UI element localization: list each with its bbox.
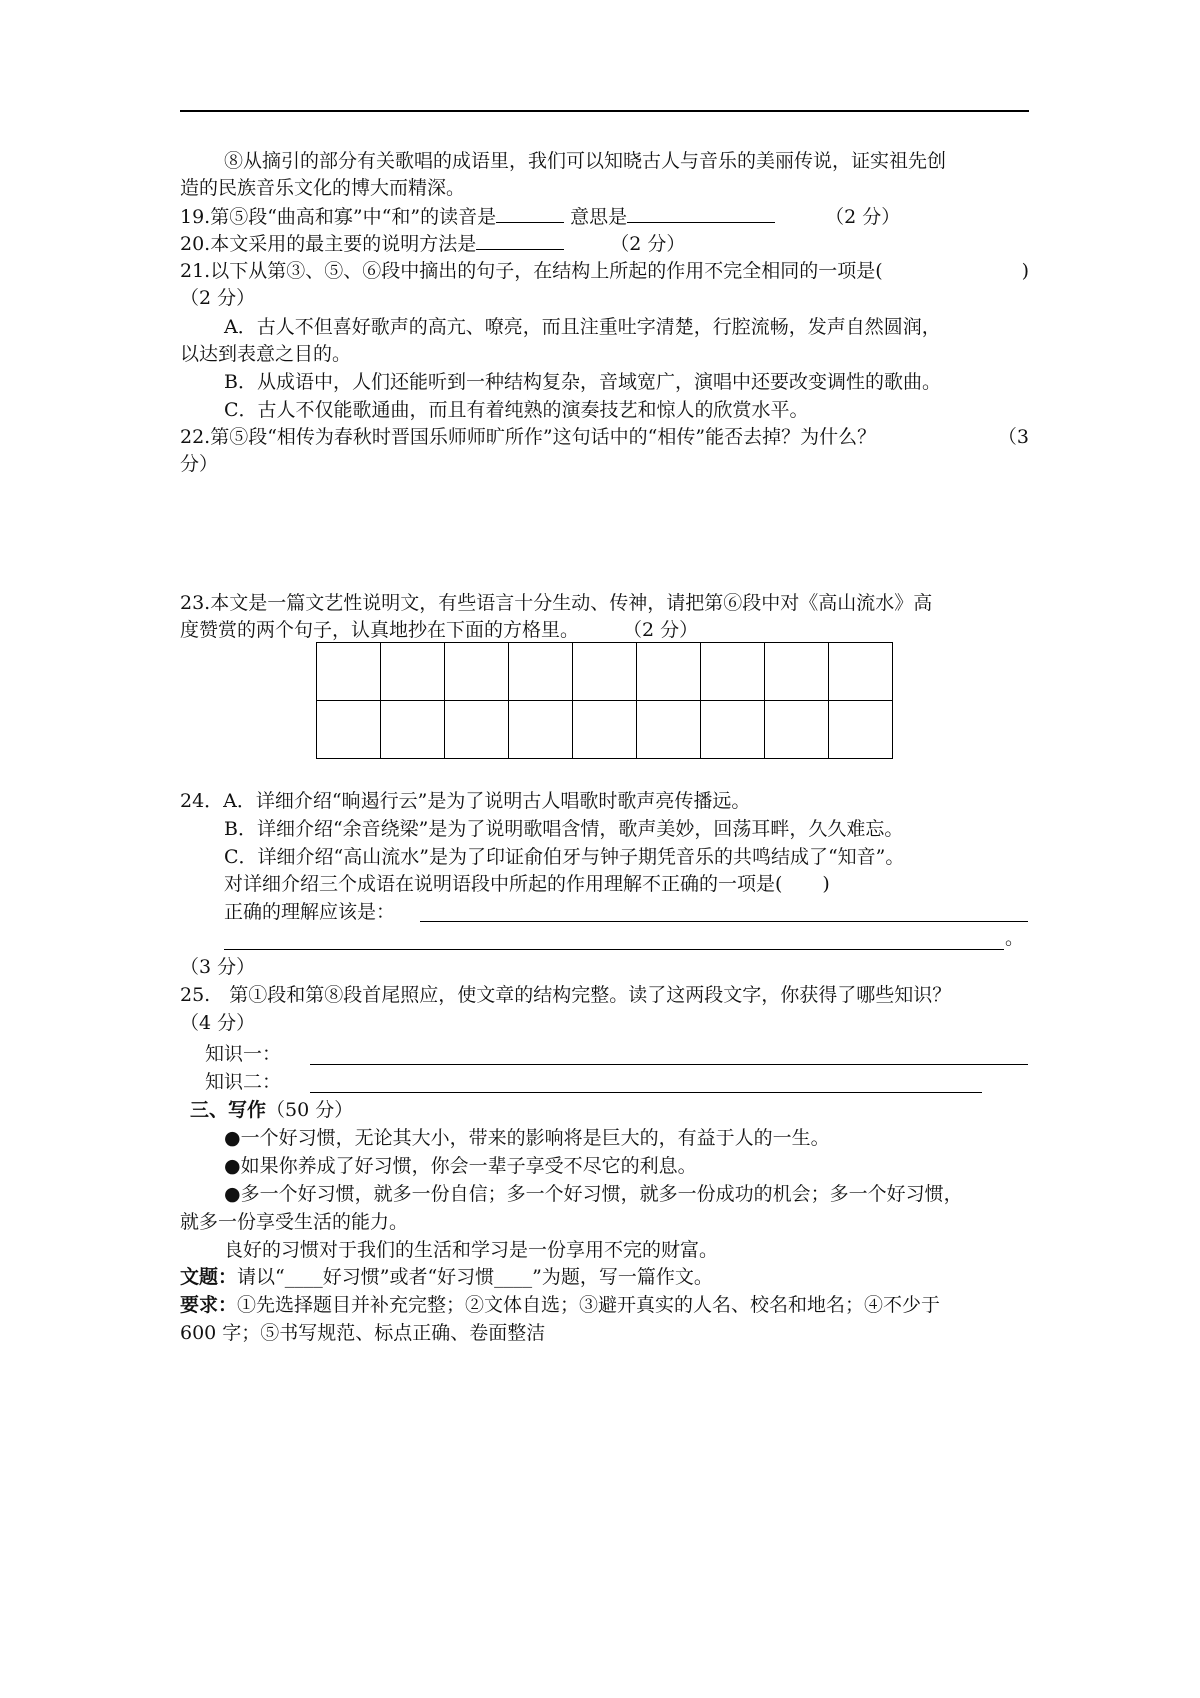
option-24-a: 24．A．详细介绍“晌遏行云”是为了说明古人唱歌时歌声亮传播远。 <box>180 790 751 812</box>
writing-topic-label: 文题： <box>180 1266 238 1288</box>
grid-cell[interactable] <box>829 701 893 759</box>
grid-cell[interactable] <box>317 643 381 701</box>
question-20-text: 20.本文采用的最主要的说明方法是 <box>180 233 477 255</box>
header-rule <box>180 110 1029 112</box>
question-20 <box>180 230 1029 258</box>
question-23-line-1: 23.本文是一篇文艺性说明文，有些语言十分生动、传神，请把第⑥段中对《高山流水》高 <box>180 592 933 614</box>
question-19-text-a: 19.第⑤段“曲高和寡”中“和”的读音是 <box>180 206 497 228</box>
grid-cell[interactable] <box>701 701 765 759</box>
writing-requirements-line-2: 600 字；⑤书写规范、标点正确、卷面整洁 <box>180 1322 546 1344</box>
writing-requirements-label: 要求： <box>180 1294 238 1316</box>
paragraph-8-line-2: 造的民族音乐文化的博大而精深。 <box>180 177 466 199</box>
question-19-text-b: 意思是 <box>564 206 628 228</box>
grid-cell[interactable] <box>765 701 829 759</box>
question-25: 25. 第①段和第⑧段首尾照应，使文章的结构完整。读了这两段文字，你获得了哪些知识？ <box>180 984 952 1006</box>
question-22 <box>180 424 1029 451</box>
grid-cell[interactable] <box>573 643 637 701</box>
knowledge-1-label: 知识一： <box>205 1043 282 1065</box>
grid-cell[interactable] <box>381 643 445 701</box>
knowledge-2-label: 知识二： <box>205 1071 282 1093</box>
question-22-text: 22.第⑤段“相传为春秋时晋国乐师师旷所作”这句话中的“相传”能否去掉？为什么？ <box>180 426 877 448</box>
question-19-score: （2 分） <box>825 206 901 228</box>
meaning-blank[interactable] <box>627 203 775 223</box>
grid-cell[interactable] <box>701 643 765 701</box>
question-24-text: 对详细介绍三个成语在说明语段中所起的作用理解不正确的一项是( <box>224 873 783 895</box>
writing-bullet-3-line-1: ●多一个好习惯，就多一份自信；多一个好习惯，就多一份成功的机会；多一个好习惯， <box>224 1183 963 1205</box>
option-24-c: C．详细介绍“高山流水”是为了印证俞伯牙与钟子期凭音乐的共鸣结成了“知音”。 <box>224 846 905 868</box>
grid-row <box>317 701 893 759</box>
grid-cell[interactable] <box>637 643 701 701</box>
grid-cell[interactable] <box>573 701 637 759</box>
question-21-score: （2 分） <box>180 287 256 309</box>
writing-heading <box>190 1097 1029 1124</box>
question-21 <box>180 258 1029 285</box>
option-21-c: C．古人不仅能歌通曲，而且有着纯熟的演奏技艺和惊人的欣赏水平。 <box>224 399 809 421</box>
writing-requirements <box>180 1292 1029 1319</box>
option-21-a-line-2: 以达到表意之目的。 <box>180 343 352 365</box>
knowledge-1-line[interactable] <box>310 1064 1028 1065</box>
option-21-a-line-1: A．古人不但喜好歌声的高亢、嘹亮，而且注重吐字清楚，行腔流畅，发声自然圆润， <box>224 316 941 338</box>
question-21-close: ) <box>1021 260 1029 282</box>
method-blank[interactable] <box>476 230 564 250</box>
question-19 <box>180 203 1029 231</box>
question-20-score: （2 分） <box>610 233 686 255</box>
answer-24-period: 。 <box>1005 927 1025 949</box>
question-24-score: （3 分） <box>180 956 256 978</box>
grid-cell[interactable] <box>509 701 573 759</box>
grid-cell[interactable] <box>381 701 445 759</box>
answer-24-line-2[interactable] <box>224 949 1004 950</box>
grid-cell[interactable] <box>317 701 381 759</box>
question-24-close: ) <box>822 873 830 895</box>
writing-heading-title: 三、写作 <box>190 1099 267 1121</box>
grid-cell[interactable] <box>765 643 829 701</box>
grid-cell[interactable] <box>829 643 893 701</box>
question-21-text: 21.以下从第③、⑤、⑥段中摘出的句子，在结构上所起的作用不完全相同的一项是( <box>180 260 883 282</box>
question-23-line-2 <box>180 617 1029 644</box>
grid-cell[interactable] <box>445 701 509 759</box>
writing-bullet-1: ●一个好习惯，无论其大小，带来的影响将是巨大的，有益于人的一生。 <box>224 1127 830 1149</box>
writing-bullet-3-line-2: 就多一份享受生活的能力。 <box>180 1211 409 1233</box>
grid-cell[interactable] <box>509 643 573 701</box>
paragraph-8-line-1: ⑧从摘引的部分有关歌唱的成语里，我们可以知晓古人与音乐的美丽传说，证实祖先创 <box>224 150 947 172</box>
knowledge-2-line[interactable] <box>310 1092 982 1093</box>
writing-topic-text: 请以“____好习惯”或者“好习惯____”为题，写一篇作文。 <box>237 1266 713 1288</box>
question-23-text: 度赞赏的两个句子，认真地抄在下面的方格里。 <box>180 619 580 641</box>
question-22-score-a: （3 <box>997 426 1029 448</box>
grid-row <box>317 643 893 701</box>
writing-requirements-line-1: ①先选择题目并补充完整；②文体自选；③避开真实的人名、校名和地名；④不少于 <box>237 1294 941 1316</box>
grid-cell[interactable] <box>445 643 509 701</box>
question-22-score-b: 分） <box>180 453 219 475</box>
answer-grid <box>316 642 893 759</box>
question-23-score: （2 分） <box>623 619 699 641</box>
answer-24-line-1[interactable] <box>420 921 1028 922</box>
answer-24-label: 正确的理解应该是： <box>224 901 396 923</box>
pronunciation-blank[interactable] <box>496 203 564 223</box>
question-24 <box>224 871 1029 898</box>
option-24-b: B．详细介绍“余音绕梁”是为了说明歌唱含情，歌声美妙，回荡耳畔，久久难忘。 <box>224 818 904 840</box>
writing-paragraph: 良好的习惯对于我们的生活和学习是一份享用不完的财富。 <box>224 1239 719 1261</box>
grid-cell[interactable] <box>637 701 701 759</box>
writing-topic <box>180 1264 1029 1291</box>
writing-heading-score: （50 分） <box>266 1099 354 1121</box>
option-21-b: B．从成语中，人们还能听到一种结构复杂，音域宽广，演唱中还要改变调性的歌曲。 <box>224 371 941 393</box>
writing-bullet-2: ●如果你养成了好习惯，你会一辈子享受不尽它的利息。 <box>224 1155 697 1177</box>
question-25-score: （4 分） <box>180 1012 256 1034</box>
